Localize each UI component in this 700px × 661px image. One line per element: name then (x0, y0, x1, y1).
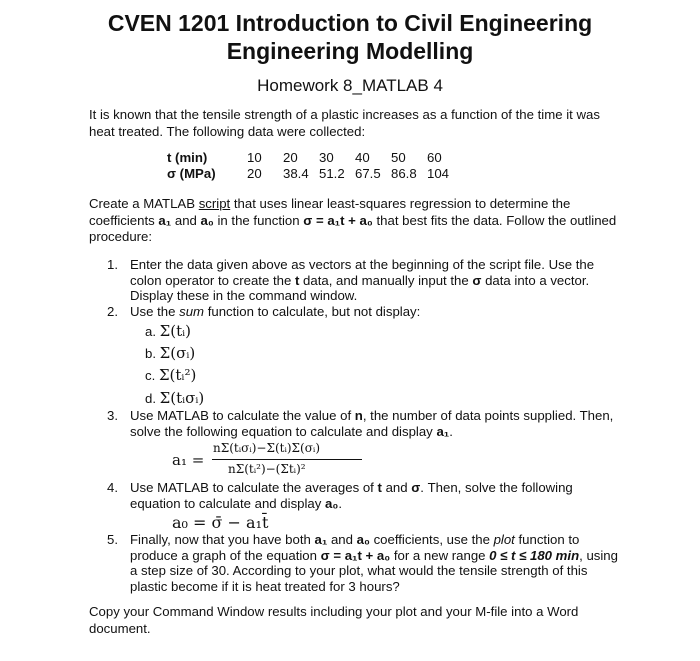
step-text-part: . (338, 495, 342, 511)
step-text (130, 304, 620, 320)
task-text: in the function (213, 212, 304, 228)
step-text-part: . (449, 423, 453, 439)
sub-letter: c. (145, 368, 156, 383)
sub-letter: b. (145, 346, 156, 361)
fraction-bar (212, 459, 362, 460)
coef-a0: a₀ (325, 495, 339, 511)
table-cell: 50 (391, 150, 406, 165)
step-text (130, 408, 620, 439)
sum-expression: Σ(tᵢ²) (158, 366, 197, 384)
step-number: 2. (107, 304, 118, 319)
step-text-part: Use MATLAB to calculate the averages of (130, 480, 378, 495)
sub-letter: d. (145, 391, 156, 406)
step-text-part: Use the (130, 304, 180, 319)
step-text-part: Finally, now that you have both (130, 532, 315, 547)
sum-expression: Σ(tᵢ) (159, 322, 192, 340)
table-cell: 10 (247, 150, 262, 165)
intro-paragraph: It is known that the tensile strength of a plastic increases as a function of the time it was heat treated. The following data were collected: (89, 107, 600, 139)
row-label: t (min) (167, 150, 208, 165)
table-row (167, 150, 463, 166)
step-text-part: data, and manually input the (299, 272, 473, 288)
table-cell: 20 (247, 166, 262, 181)
step-number: 3. (107, 408, 118, 423)
script-word: script (198, 196, 231, 211)
task-text: that uses linear least-squares regression to determine the coefficients (89, 196, 571, 228)
step-text (130, 532, 620, 594)
course-subtitle: Engineering Modelling (226, 38, 474, 64)
sum-function: sum (179, 304, 205, 319)
equation-a0: a₀ = σ̄ − a₁t̄ (172, 513, 269, 532)
sub-item-d (145, 389, 204, 407)
step-text-part: function to produce a graph of the equation (130, 532, 580, 563)
task-text: that best fits the data. Follow the outlined procedure: (89, 212, 617, 244)
sub-item-c (145, 366, 196, 384)
task-text: Create a MATLAB (89, 196, 199, 211)
table-cell: 40 (355, 150, 370, 165)
table-cell: 38.4 (283, 166, 309, 181)
step-text-part: for a new range (390, 547, 490, 563)
table-cell: 86.8 (391, 166, 417, 181)
row-label: σ (MPa) (167, 166, 216, 181)
table-cell: 104 (427, 166, 450, 181)
time-range: 0 ≤ t ≤ 180 min (489, 547, 580, 563)
step-text-part: and (381, 480, 412, 495)
table-cell: 20 (283, 150, 298, 165)
task-paragraph (89, 196, 619, 246)
table-cell: 30 (319, 150, 334, 165)
var-t: t (294, 272, 300, 288)
step-text-part: data into a vector. Display these in the command window. (130, 272, 590, 303)
homework-title: Homework 8_MATLAB 4 (257, 76, 443, 95)
step-text-part: Enter the data given above as vectors at the beginning of the script file. Use the colon operator to create the (130, 257, 595, 288)
table-cell: 60 (427, 150, 442, 165)
task-text: and (171, 212, 201, 228)
coef-a1: a₁ (158, 212, 172, 228)
step-text-part: , using a step size of 30. According to your plot, what would the tensile strength of this plastic become if it is heat treated for 3 hours? (130, 547, 618, 594)
step-number: 1. (107, 257, 118, 272)
sub-item-a (145, 322, 191, 340)
table-row (167, 166, 463, 182)
equation-denominator: nΣ(tᵢ²)−(Σtᵢ)² (228, 462, 306, 476)
course-title: CVEN 1201 Introduction to Civil Engineering (107, 10, 593, 36)
data-table (167, 150, 463, 182)
step-text (130, 480, 620, 511)
coef-a1: a₁ (314, 532, 328, 547)
step-text (130, 257, 620, 304)
table-cell: 51.2 (319, 166, 345, 181)
step-text-part: function to calculate, but not display: (204, 304, 421, 319)
step-text-part: Use MATLAB to calculate the value of (130, 408, 355, 423)
sum-expression: Σ(σᵢ) (159, 344, 196, 362)
sum-expression: Σ(tᵢσᵢ) (159, 389, 205, 407)
function-expression: σ = a₁t + a₀ (303, 212, 373, 228)
sub-letter: a. (145, 324, 156, 339)
coef-a1: a₁ (436, 423, 450, 439)
step-text-part: , the number of data points supplied. Then, solve the following equation to calculate and display (130, 408, 614, 439)
step-number: 5. (107, 532, 118, 547)
equation-numerator: nΣ(tᵢσᵢ)−Σ(tᵢ)Σ(σᵢ) (213, 441, 321, 455)
sub-item-b (145, 344, 195, 362)
equation-a1-lhs: a₁ = (172, 451, 205, 469)
var-t: t (377, 480, 382, 495)
step-text-part: coefficients, use the (369, 532, 494, 547)
plot-function: plot (493, 532, 515, 547)
var-sigma: σ (472, 272, 482, 288)
coef-a0: a₀ (200, 212, 214, 228)
step-text-part: . Then, solve the following equation to calculate and display (130, 480, 573, 511)
footer-paragraph: Copy your Command Window results including your plot and your M-file into a Word document. (89, 604, 579, 636)
step-text-part: and (327, 532, 357, 547)
coef-a0: a₀ (356, 532, 370, 547)
table-cell: 67.5 (355, 166, 381, 181)
var-sigma: σ (411, 480, 421, 495)
var-n: n (354, 408, 363, 423)
step-number: 4. (107, 480, 118, 495)
function-expression: σ = a₁t + a₀ (320, 547, 391, 563)
